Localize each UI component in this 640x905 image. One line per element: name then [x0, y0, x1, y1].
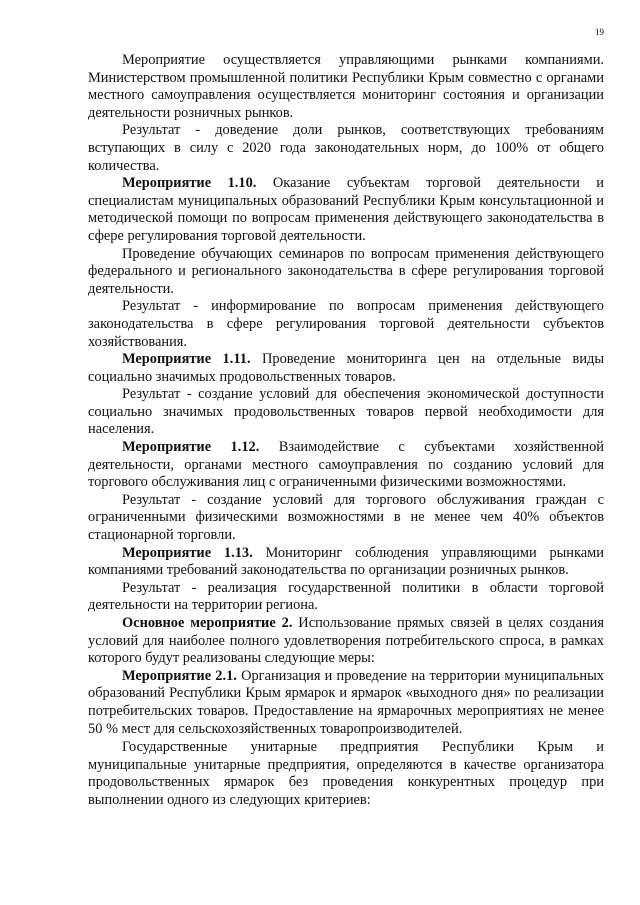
page-number: 19 [595, 27, 604, 37]
document-body [88, 52, 604, 810]
paragraph: Мероприятие осуществляется управляющими рынками компаниями. Министерством промышленной политики Республики Крым совместно с органами местного самоуправления осуществляется мониторинг состояния и организации деятельности розничных рынков. [88, 52, 604, 121]
paragraph: Результат - создание условий для торгового обслуживания граждан с ограниченными физическими возможностями в не менее чем 40% объектов стационарной торговли. [88, 491, 604, 544]
paragraph: Результат - создание условий для обеспечения экономической доступности социально значимых продовольственных товаров первой необходимости для населения. [88, 386, 604, 438]
paragraph: Проведение обучающих семинаров по вопросам применения действующего федерального и регионального законодательства в сфере регулирования торговой деятельности. [88, 245, 604, 297]
measure-heading: Мероприятие 1.10. [122, 175, 257, 192]
paragraph: Основное мероприятие 2. Использование прямых связей в целях создания условий для наиболее полного удовлетворения потребительского спроса, в рамках которого будут реализованы следующие меры: [88, 615, 604, 667]
measure-heading: Мероприятие 2.1. [122, 667, 237, 684]
measure-heading: Мероприятие 1.11. [122, 351, 251, 368]
paragraph: Результат - доведение доли рынков, соответствующих требованиям вступающих в силу с 2020 года законодательных норм, до 100% от общего количества. [88, 122, 604, 174]
paragraph: Мероприятие 1.12. Взаимодействие с субъектами хозяйственной деятельности, органами местного самоуправления по созданию условий для торгового обслуживания лиц с ограниченными физическими возможностями. [88, 439, 604, 491]
paragraph: Мероприятие 2.1. Организация и проведение на территории муниципальных образований Республики Крым ярмарок и ярмарок «выходного дня» по реализации потребительских товаров. Предоставление на ярмарочных мероприятиях не менее 50 % мест для сельскохозяйственных товаропроизводителей. [88, 667, 604, 737]
paragraph: Мероприятие 1.11. Проведение мониторинга цен на отдельные виды социально значимых продовольственных товаров. [88, 351, 605, 385]
measure-heading: Мероприятие 1.12. [122, 439, 260, 456]
paragraph: Государственные унитарные предприятия Республики Крым и муниципальные унитарные предприятия, определяются в качестве организатора продовольственных ярмарок без проведения конкурентных процедур при выполнении одного из следующих критериев: [88, 739, 604, 808]
paragraph: Результат - информирование по вопросам применения действующего законодательства в сфере регулирования торговой деятельности субъектов хозяйствования. [88, 298, 604, 350]
paragraph: Результат - реализация государственной политики в области торговой деятельности на территории региона. [88, 579, 604, 614]
measure-heading: Мероприятие 1.13. [122, 544, 253, 561]
paragraph: Мероприятие 1.13. Мониторинг соблюдения управляющими рынками компаниями требований законодательства по организации розничных рынков. [88, 544, 604, 579]
measure-heading: Основное мероприятие 2. [122, 615, 293, 631]
paragraph: Мероприятие 1.10. Оказание субъектам торговой деятельности и специалистам муниципальных образований Республики Крым консультационной и методической помощи по вопросам применения действующего законодательства в сфере регулирования торговой деятельности. [88, 175, 604, 244]
